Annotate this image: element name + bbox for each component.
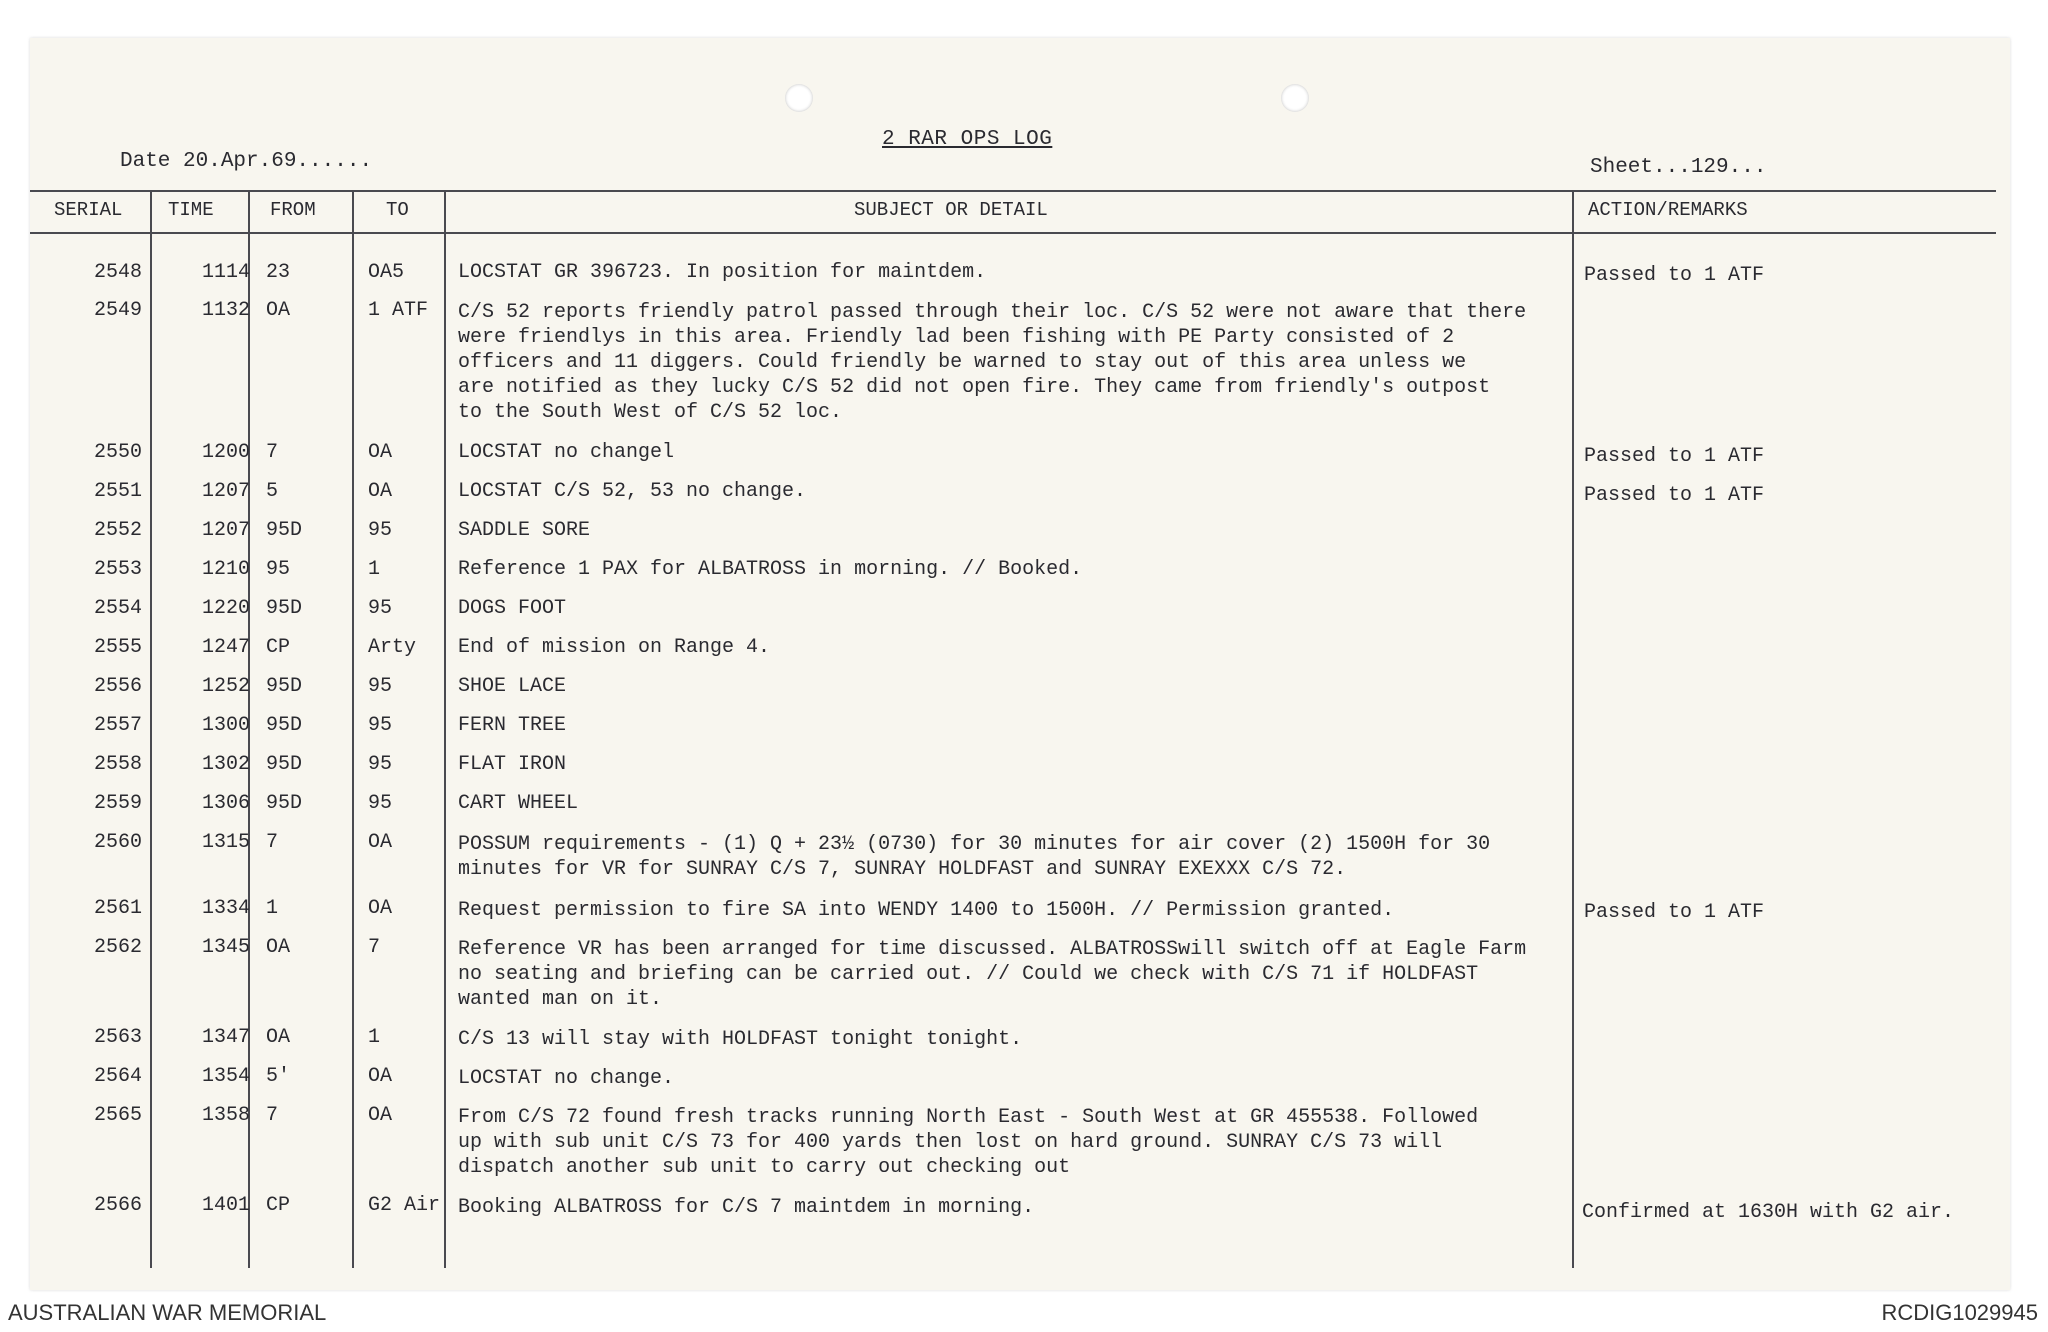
row-to: 1 [368, 558, 381, 581]
col-divider-subject [1572, 190, 1574, 1268]
row-detail-line: minutes for VR for SUNRAY C/S 7, SUNRAY HOLDFAST and SUNRAY EXEXXX C/S 72. [458, 858, 1347, 881]
row-serial: 2562 [93, 936, 142, 959]
row-detail-line: End of mission on Range 4. [458, 636, 771, 659]
row-serial: 2565 [93, 1104, 142, 1127]
row-serial: 2564 [93, 1065, 142, 1088]
row-from: OA [266, 1026, 291, 1049]
col-header-action: ACTION/REMARKS [1588, 199, 1748, 221]
row-to: OA [368, 480, 393, 503]
row-serial: 2552 [93, 519, 142, 542]
col-divider-serial [150, 190, 152, 1268]
row-to: 7 [368, 936, 381, 959]
row-time: 1401 [201, 1194, 250, 1217]
row-to: 1 ATF [368, 299, 429, 322]
row-from: 7 [266, 441, 279, 464]
row-serial: 2559 [93, 792, 142, 815]
row-time: 1300 [201, 714, 250, 737]
row-from: 1 [266, 897, 279, 920]
row-detail-line: LOCSTAT no changel [458, 441, 675, 464]
row-to: 95 [368, 714, 393, 737]
row-from: 95D [266, 714, 303, 737]
col-divider-from [352, 190, 354, 1268]
row-serial: 2554 [93, 597, 142, 620]
row-detail-line: no seating and briefing can be carried out. // Could we check with C/S 71 if HOLDFAST [458, 963, 1479, 986]
row-time: 1306 [201, 792, 250, 815]
row-serial: 2548 [93, 261, 142, 284]
row-serial: 2563 [93, 1026, 142, 1049]
row-time: 1252 [201, 675, 250, 698]
row-from: OA [266, 299, 291, 322]
row-detail-line: SADDLE SORE [458, 519, 591, 542]
row-detail-line: C/S 13 will stay with HOLDFAST tonight tonight. [458, 1028, 1023, 1051]
row-from: 7 [266, 831, 279, 854]
row-time: 1114 [201, 261, 250, 284]
row-to: 95 [368, 753, 393, 776]
row-from: 95D [266, 792, 303, 815]
row-detail-line: wanted man on it. [458, 988, 663, 1011]
row-time: 1220 [201, 597, 250, 620]
log-date: Date 20.Apr.69...... [120, 150, 373, 173]
row-action: Passed to 1 ATF [1584, 484, 1765, 507]
row-to: OA [368, 1065, 393, 1088]
row-serial: 2556 [93, 675, 142, 698]
row-to: 95 [368, 792, 393, 815]
row-detail-line: Reference 1 PAX for ALBATROSS in morning. // Booked. [458, 558, 1083, 581]
row-detail-line: were friendlys in this area. Friendly lad been fishing with PE Party consisted of 2 [458, 326, 1455, 349]
row-detail-line: FERN TREE [458, 714, 567, 737]
row-detail-line: Request permission to fire SA into WENDY 1400 to 1500H. // Permission granted. [458, 899, 1395, 922]
row-detail-line: officers and 11 diggers. Could friendly be warned to stay out of this area unless we [458, 351, 1467, 374]
row-detail-line: LOCSTAT GR 396723. In position for maintdem. [458, 261, 987, 284]
row-from: 5' [266, 1065, 291, 1088]
row-serial: 2557 [93, 714, 142, 737]
row-action: Passed to 1 ATF [1584, 901, 1765, 924]
row-serial: 2558 [93, 753, 142, 776]
row-action: Passed to 1 ATF [1584, 264, 1765, 287]
row-detail-line: to the South West of C/S 52 loc. [458, 401, 843, 424]
row-to: OA5 [368, 261, 405, 284]
row-serial: 2549 [93, 299, 142, 322]
footer-record-id: RCDIG1029945 [1881, 1300, 2038, 1325]
row-time: 1345 [201, 936, 250, 959]
row-to: 95 [368, 597, 393, 620]
row-to: 1 [368, 1026, 381, 1049]
row-action: Passed to 1 ATF [1584, 445, 1765, 468]
col-header-from: FROM [270, 199, 316, 221]
row-to: OA [368, 831, 393, 854]
row-detail-line: dispatch another sub unit to carry out checking out [458, 1156, 1071, 1179]
row-to: Arty [368, 636, 417, 659]
row-from: 95D [266, 519, 303, 542]
row-serial: 2553 [93, 558, 142, 581]
row-serial: 2550 [93, 441, 142, 464]
log-title: 2 RAR OPS LOG [882, 128, 1053, 151]
footer-archive-name: AUSTRALIAN WAR MEMORIAL [8, 1300, 327, 1325]
row-from: 7 [266, 1104, 279, 1127]
row-time: 1247 [201, 636, 250, 659]
row-from: 95D [266, 597, 303, 620]
row-to: OA [368, 1104, 393, 1127]
row-serial: 2551 [93, 480, 142, 503]
row-time: 1207 [201, 480, 250, 503]
row-detail-line: Reference VR has been arranged for time discussed. ALBATROSSwill switch off at Eagle Farm [458, 938, 1527, 961]
row-serial: 2555 [93, 636, 142, 659]
row-detail-line: From C/S 72 found fresh tracks running North East - South West at GR 455538. Followed [458, 1106, 1479, 1129]
row-from: CP [266, 1194, 291, 1217]
row-to: OA [368, 897, 393, 920]
col-header-time: TIME [168, 199, 214, 221]
row-time: 1315 [201, 831, 250, 854]
row-detail-line: are notified as they lucky C/S 52 did not open fire. They came from friendly's outpost [458, 376, 1491, 399]
col-header-subject: SUBJECT OR DETAIL [854, 199, 1048, 221]
row-to: OA [368, 441, 393, 464]
row-time: 1358 [201, 1104, 250, 1127]
row-to: G2 Air [368, 1194, 441, 1217]
col-header-serial: SERIAL [54, 199, 123, 221]
row-from: 95D [266, 675, 303, 698]
row-detail-line: Booking ALBATROSS for C/S 7 maintdem in morning. [458, 1196, 1035, 1219]
punch-hole-right [1281, 84, 1309, 112]
row-detail-line: DOGS FOOT [458, 597, 567, 620]
row-time: 1210 [201, 558, 250, 581]
row-from: 23 [266, 261, 291, 284]
header-top-rule [30, 190, 1996, 192]
row-from: CP [266, 636, 291, 659]
sheet-number: Sheet...129... [1590, 156, 1767, 179]
row-detail-line: CART WHEEL [458, 792, 579, 815]
row-detail-line: LOCSTAT no change. [458, 1067, 675, 1090]
row-detail-line: POSSUM requirements - (1) Q + 23½ (0730) for 30 minutes for air cover (2) 1500H for 30 [458, 833, 1491, 856]
row-detail-line: LOCSTAT C/S 52, 53 no change. [458, 480, 807, 503]
row-time: 1347 [201, 1026, 250, 1049]
row-detail-line: FLAT IRON [458, 753, 567, 776]
row-serial: 2561 [93, 897, 142, 920]
row-action: Confirmed at 1630H with G2 air. [1582, 1201, 1955, 1224]
row-serial: 2560 [93, 831, 142, 854]
row-detail-line: up with sub unit C/S 73 for 400 yards then lost on hard ground. SUNRAY C/S 73 will [458, 1131, 1443, 1154]
row-serial: 2566 [93, 1194, 142, 1217]
row-time: 1334 [201, 897, 250, 920]
row-time: 1302 [201, 753, 250, 776]
row-time: 1207 [201, 519, 250, 542]
row-time: 1132 [201, 299, 250, 322]
row-detail-line: SHOE LACE [458, 675, 567, 698]
row-from: OA [266, 936, 291, 959]
log-sheet [30, 38, 2010, 1290]
row-from: 5 [266, 480, 279, 503]
row-from: 95 [266, 558, 291, 581]
header-bottom-rule [30, 232, 1996, 234]
row-time: 1200 [201, 441, 250, 464]
row-from: 95D [266, 753, 303, 776]
row-detail-line: C/S 52 reports friendly patrol passed through their loc. C/S 52 were not aware that there [458, 301, 1527, 324]
row-to: 95 [368, 675, 393, 698]
punch-hole-left [785, 84, 813, 112]
row-to: 95 [368, 519, 393, 542]
col-header-to: TO [386, 199, 409, 221]
row-time: 1354 [201, 1065, 250, 1088]
